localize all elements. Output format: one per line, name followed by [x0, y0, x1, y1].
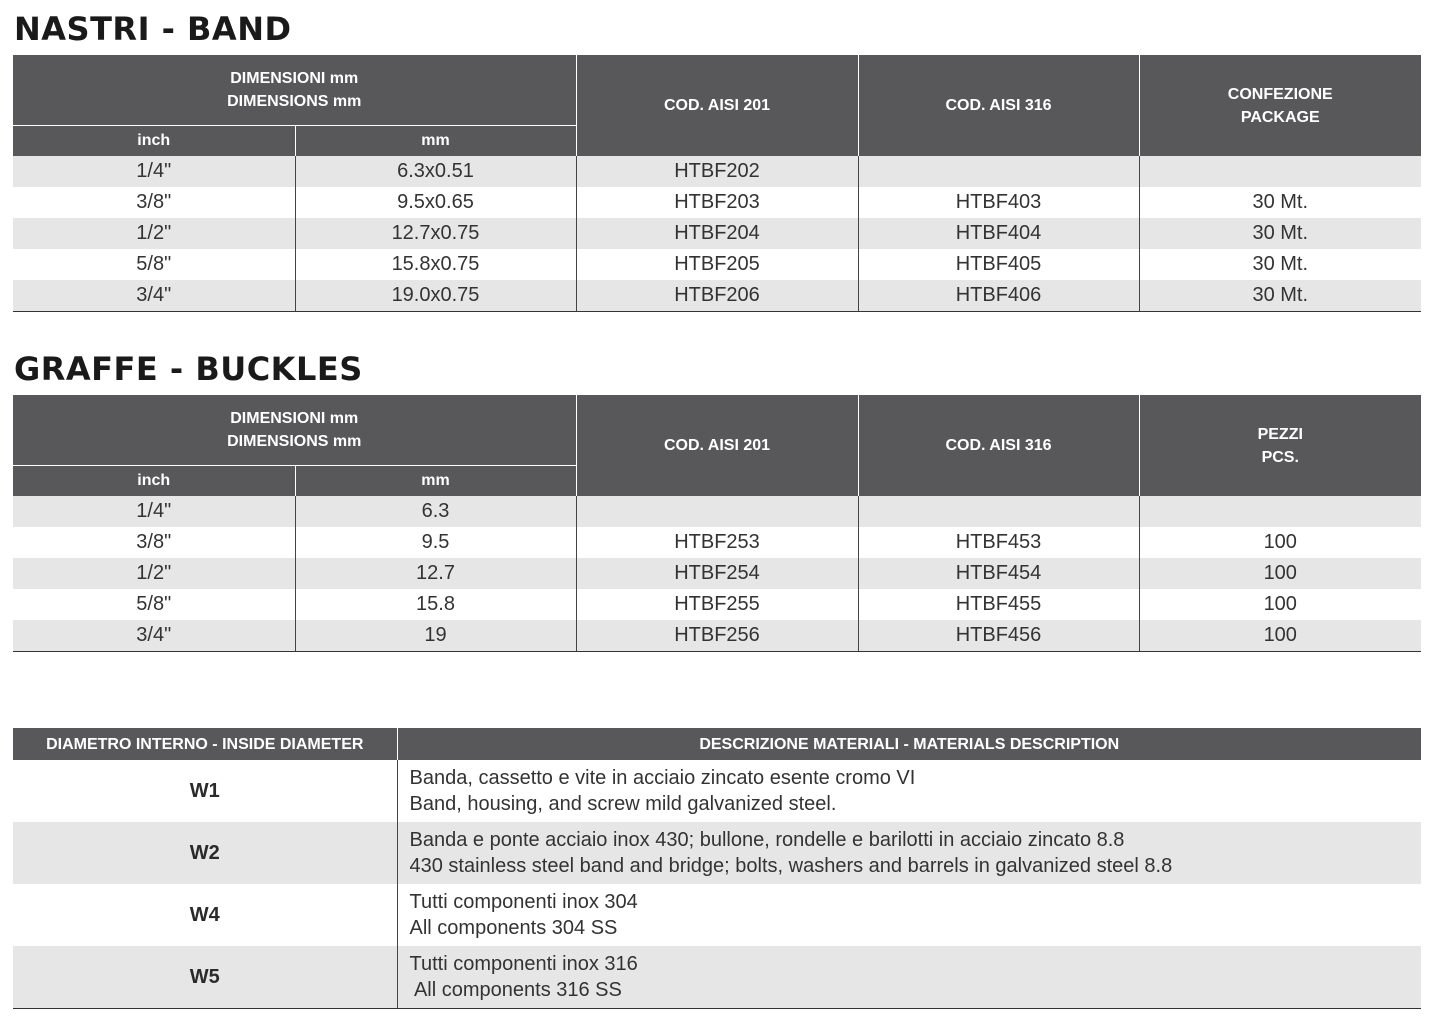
- buckles-inch-header: inch: [13, 465, 295, 496]
- mm-cell: 19.0x0.75: [295, 280, 576, 312]
- aisi201-cell: HTBF256: [576, 620, 858, 652]
- band-dimensions-en: DIMENSIONS mm: [227, 92, 362, 110]
- buckles-pcs-header: [1139, 395, 1421, 496]
- material-description: [397, 760, 1421, 822]
- inch-cell: 1/2": [13, 558, 295, 589]
- inch-cell: 5/8": [136, 593, 172, 615]
- inch-cell: 1/4": [13, 156, 295, 187]
- aisi316-cell: HTBF453: [858, 527, 1139, 558]
- description-it: Tutti componenti inox 304: [409, 891, 638, 913]
- material-code: W2: [13, 822, 397, 884]
- table-row: [13, 496, 1421, 527]
- buckles-aisi316-header: COD. AISI 316: [858, 395, 1139, 496]
- table-row: [13, 156, 1421, 187]
- band-aisi201-header: COD. AISI 201: [576, 55, 858, 156]
- package-cell: 30 Mt.: [1139, 249, 1421, 280]
- mm-cell: 6.3x0.51: [295, 156, 576, 187]
- table-row: [13, 280, 1421, 312]
- description-en: Band, housing, and screw mild galvanized steel.: [409, 793, 837, 815]
- material-code: W5: [13, 946, 397, 1009]
- aisi201-cell: HTBF206: [576, 280, 858, 312]
- table-row: [13, 620, 1421, 652]
- band-package-en: PACKAGE: [1240, 108, 1320, 126]
- aisi316-cell: HTBF405: [858, 249, 1139, 280]
- package-cell: 30 Mt.: [1139, 187, 1421, 218]
- description-it: Banda e ponte acciaio inox 430; bullone, rondelle e barilotti in acciaio zincato 8.8: [409, 829, 1125, 851]
- material-description: [397, 822, 1421, 884]
- table-row: [13, 558, 1421, 589]
- table-row: [13, 187, 1421, 218]
- mm-cell: 9.5x0.65: [295, 187, 576, 218]
- package-cell: 30 Mt.: [1139, 280, 1421, 312]
- band-dimensions-it: DIMENSIONI mm: [230, 69, 359, 87]
- mm-cell: 6.3: [295, 496, 576, 527]
- buckles-section-title: GRAFFE - BUCKLES: [14, 350, 363, 388]
- table-row: [13, 884, 1421, 946]
- aisi316-cell: HTBF454: [858, 558, 1139, 589]
- table-row: [13, 218, 1421, 249]
- buckles-dimensions-header: [13, 395, 576, 465]
- aisi201-cell: HTBF204: [576, 218, 858, 249]
- aisi316-cell: HTBF404: [858, 218, 1139, 249]
- band-table: [13, 55, 1421, 312]
- package-cell: [1139, 156, 1421, 187]
- buckles-table: [13, 395, 1421, 652]
- buckles-mm-header: mm: [295, 465, 576, 496]
- inch-cell: 3/4": [13, 280, 295, 312]
- inch-cell: 3/4": [13, 620, 295, 652]
- material-code: W1: [189, 779, 220, 802]
- pcs-cell: 100: [1139, 620, 1421, 652]
- material-description: [397, 946, 1421, 1009]
- aisi316-cell: HTBF403: [858, 187, 1139, 218]
- pcs-cell: 100: [1139, 589, 1421, 620]
- buckles-dimensions-it: DIMENSIONI mm: [230, 409, 359, 427]
- materials-table: [13, 728, 1421, 1009]
- pcs-cell: [1139, 496, 1421, 527]
- aisi201-cell: HTBF202: [576, 156, 858, 187]
- band-section-title: NASTRI - BAND: [14, 10, 292, 48]
- pcs-cell: 100: [1139, 558, 1421, 589]
- aisi316-cell: HTBF456: [858, 620, 1139, 652]
- mm-cell: 15.8x0.75: [295, 249, 576, 280]
- table-row: [13, 527, 1421, 558]
- aisi316-cell: [858, 496, 1139, 527]
- material-description: [397, 884, 1421, 946]
- band-mm-header: mm: [295, 125, 576, 156]
- table-row: [13, 760, 1421, 822]
- mm-cell: 15.8: [295, 589, 576, 620]
- mm-cell: 9.5: [295, 527, 576, 558]
- description-en: All components 304 SS: [409, 917, 618, 939]
- description-it: Tutti componenti inox 316: [409, 953, 638, 975]
- band-package-header: [1139, 55, 1421, 156]
- aisi316-cell: [858, 156, 1139, 187]
- material-code: W4: [189, 903, 220, 926]
- inch-cell: 1/4": [13, 496, 295, 527]
- buckles-dimensions-en: DIMENSIONS mm: [227, 432, 362, 450]
- description-en: All components 316 SS: [409, 979, 622, 1001]
- inch-cell: 5/8": [136, 253, 172, 275]
- table-row: [13, 589, 1421, 620]
- materials-description-header: DESCRIZIONE MATERIALI - MATERIALS DESCRIPTION: [397, 728, 1421, 760]
- description-it: Banda, cassetto e vite in acciaio zincato esente cromo VI: [409, 767, 916, 789]
- mm-cell: 12.7: [295, 558, 576, 589]
- mm-cell: 12.7x0.75: [295, 218, 576, 249]
- table-row: [13, 822, 1421, 884]
- aisi316-cell: HTBF406: [858, 280, 1139, 312]
- package-cell: 30 Mt.: [1139, 218, 1421, 249]
- buckles-aisi201-header: COD. AISI 201: [576, 395, 858, 496]
- pcs-cell: 100: [1139, 527, 1421, 558]
- inside-diameter-header: DIAMETRO INTERNO - INSIDE DIAMETER: [13, 728, 397, 760]
- description-en: 430 stainless steel band and bridge; bolts, washers and barrels in galvanized steel 8.8: [409, 855, 1173, 877]
- inch-cell: 1/2": [13, 218, 295, 249]
- inch-cell: 3/8": [136, 531, 172, 553]
- aisi316-cell: HTBF455: [858, 589, 1139, 620]
- band-package-it: CONFEZIONE: [1227, 85, 1333, 103]
- aisi201-cell: HTBF253: [576, 527, 858, 558]
- mm-cell: 19: [295, 620, 576, 652]
- aisi201-cell: HTBF203: [576, 187, 858, 218]
- buckles-pcs-en: PCS.: [1261, 448, 1299, 466]
- band-aisi316-header: COD. AISI 316: [858, 55, 1139, 156]
- table-row: [13, 249, 1421, 280]
- aisi201-cell: [576, 496, 858, 527]
- band-inch-header: inch: [13, 125, 295, 156]
- aisi201-cell: HTBF205: [576, 249, 858, 280]
- table-row: [13, 946, 1421, 1009]
- buckles-pcs-it: PEZZI: [1257, 425, 1303, 443]
- band-dimensions-header: [13, 55, 576, 125]
- aisi201-cell: HTBF255: [576, 589, 858, 620]
- aisi201-cell: HTBF254: [576, 558, 858, 589]
- inch-cell: 3/8": [136, 191, 172, 213]
